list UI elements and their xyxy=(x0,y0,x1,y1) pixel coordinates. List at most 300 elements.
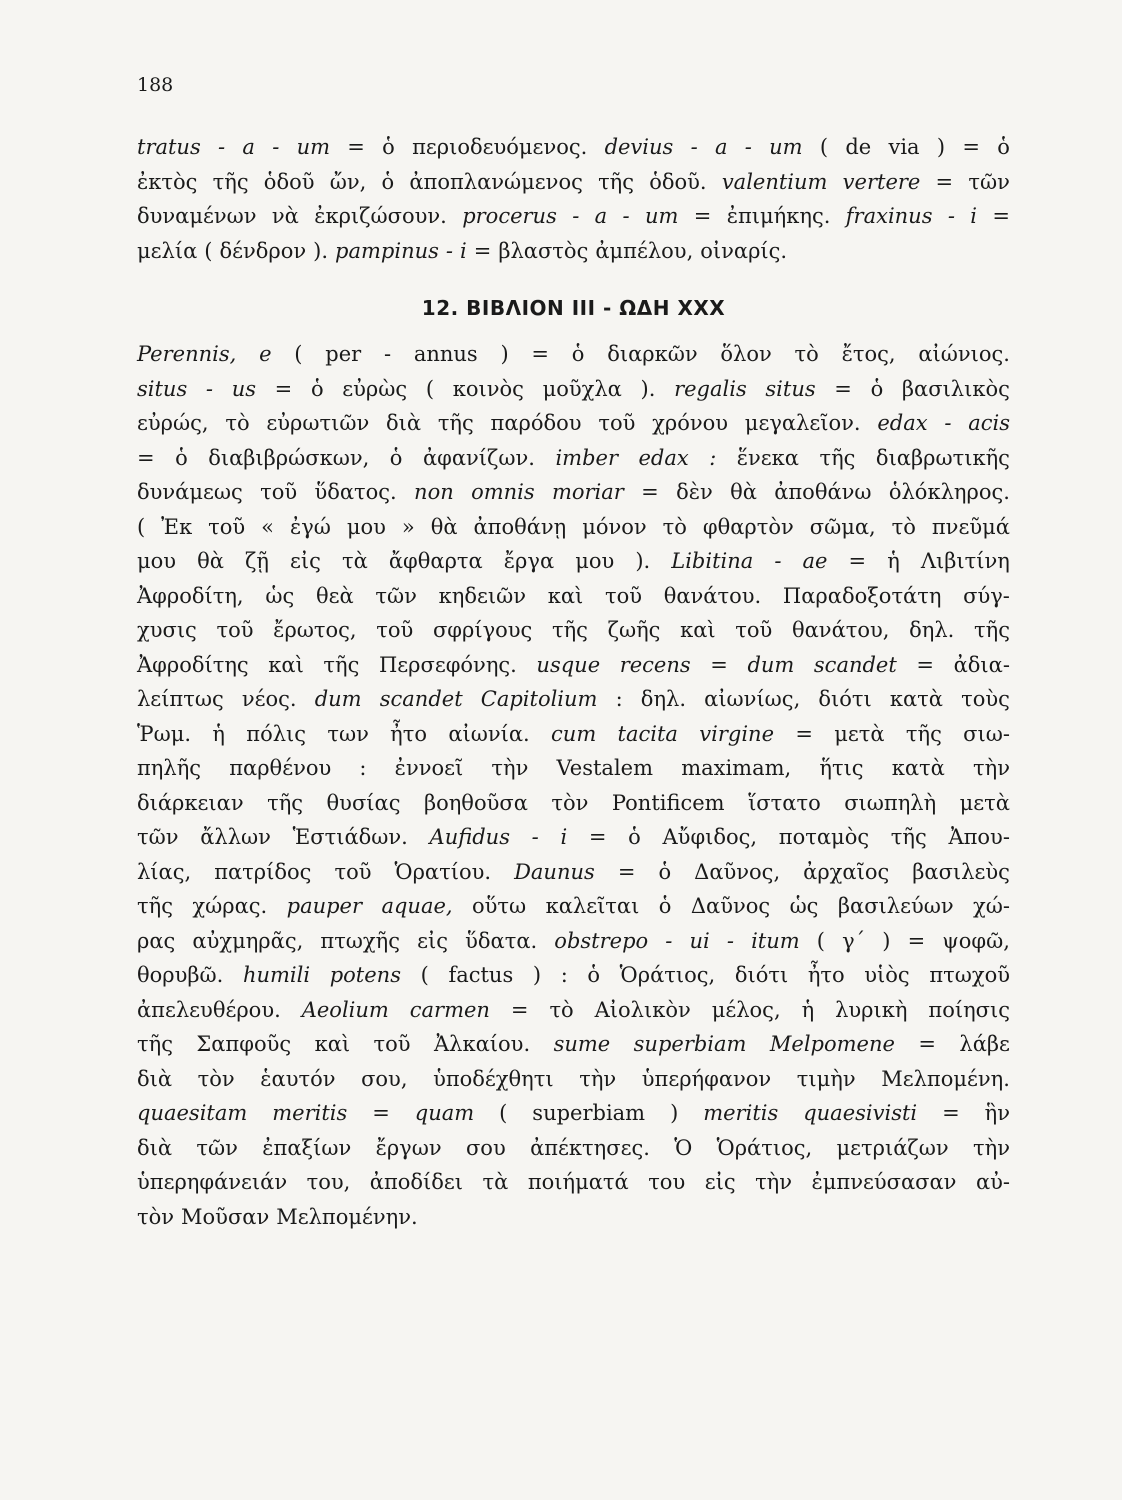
latin-term: dum xyxy=(314,687,362,711)
latin-term: Aeolium xyxy=(301,997,389,1022)
text-line xyxy=(137,1096,1010,1131)
word: χώ- xyxy=(973,894,1010,918)
word: τὴν xyxy=(579,1066,617,1091)
word: τὸν xyxy=(197,1066,235,1091)
word: τὸ xyxy=(662,514,687,539)
latin-term: sume xyxy=(553,1032,611,1056)
word: Ῥωμ. xyxy=(137,721,192,746)
text-line xyxy=(137,130,1010,165)
word: διότι xyxy=(818,687,872,711)
word: ἀποθάνω xyxy=(774,480,872,504)
word: = xyxy=(907,928,926,953)
word: = xyxy=(848,549,867,573)
word: = xyxy=(942,1101,960,1125)
word: βασιλεὺς xyxy=(912,859,1010,884)
word: ὁ xyxy=(389,445,403,470)
latin-term: scandet xyxy=(379,687,463,711)
latin-term: - xyxy=(726,928,734,953)
word: υἱὸς xyxy=(864,963,910,987)
latin-term: Aufidus xyxy=(429,825,510,849)
word: ) xyxy=(500,342,509,366)
word: ἀπέκτησες. xyxy=(530,1135,650,1160)
text-line xyxy=(137,475,1010,510)
word: οὕτω xyxy=(472,894,527,918)
word: χρόνου xyxy=(652,411,729,435)
latin-term: tacita xyxy=(617,721,678,746)
word: θυσίας xyxy=(326,790,401,815)
word: ( xyxy=(499,1101,508,1125)
word: : xyxy=(560,963,568,987)
word: τὸ xyxy=(225,411,250,435)
word: = xyxy=(473,238,492,263)
latin-term: humili xyxy=(242,963,311,987)
word: τῶν xyxy=(968,169,1010,194)
word: = xyxy=(935,169,954,194)
latin-term: Melpomene xyxy=(769,1032,895,1056)
latin-term: um xyxy=(644,204,679,228)
word: ἀφανίζων. xyxy=(422,445,535,470)
word: ποιήματά xyxy=(527,1170,629,1194)
word: τῶν xyxy=(137,825,179,849)
word: ἔτος, xyxy=(841,342,896,366)
latin-term: devius xyxy=(604,135,674,159)
word: ὅλον xyxy=(720,342,772,366)
latin-term: - xyxy=(205,376,214,401)
word: μετὰ xyxy=(834,721,885,746)
word: Ἀλκαίου. xyxy=(434,1032,531,1056)
word: Ἀφροδίτη, xyxy=(137,583,244,608)
word: τῆς xyxy=(212,169,249,194)
word: εἰς xyxy=(704,1170,736,1194)
word: διὰ xyxy=(385,411,422,435)
latin-term: edax xyxy=(638,445,689,470)
text-block-top xyxy=(137,130,1010,268)
word: Παραδοξοτάτη xyxy=(782,583,942,608)
text-line xyxy=(137,717,1010,752)
word: τὸν xyxy=(551,790,589,815)
word: αὐχμηρᾶς, xyxy=(192,928,304,953)
word: ὁδοῦ. xyxy=(649,169,707,194)
word: ὑπερήφανον xyxy=(641,1066,772,1091)
word: superbiam xyxy=(532,1101,646,1125)
word: εἰς xyxy=(290,549,321,573)
word: Λιβιτίνη xyxy=(920,549,1010,573)
word: τὴν xyxy=(491,756,529,780)
word: ὡς xyxy=(265,583,295,608)
word: ἀρχαῖος xyxy=(803,859,890,884)
word: κατὰ xyxy=(891,756,945,780)
word: ( xyxy=(819,135,829,159)
latin-term: non xyxy=(414,480,454,504)
word: αὐ- xyxy=(975,1170,1010,1194)
word: τοῦ xyxy=(208,514,246,539)
word: τιμὴν xyxy=(796,1066,856,1091)
word: ἐννοεῖ xyxy=(394,756,464,780)
word: τῆς xyxy=(598,169,635,194)
latin-term: omnis xyxy=(471,480,535,504)
latin-term: moriar xyxy=(551,480,624,504)
latin-term: aquae, xyxy=(381,894,453,918)
latin-term: - xyxy=(445,238,454,263)
word: = xyxy=(347,135,365,159)
word: καὶ xyxy=(680,618,716,642)
word: βασιλεύων xyxy=(837,894,954,918)
word: ) xyxy=(882,928,891,953)
word: βασιλικὸς xyxy=(901,376,1010,401)
word: πατρίδος xyxy=(214,859,312,884)
word: ὁ xyxy=(997,135,1010,159)
word: ). xyxy=(313,238,329,263)
text-line xyxy=(137,1200,1010,1235)
word: τὴν xyxy=(973,756,1010,780)
word: λυρικὴ xyxy=(835,997,908,1022)
word: θεὰ xyxy=(315,583,354,608)
latin-term: meritis xyxy=(703,1101,779,1125)
text-line xyxy=(137,786,1010,821)
word: ὑποδέχθητι xyxy=(433,1066,554,1091)
word: τῶν xyxy=(196,1135,238,1160)
latin-term: cum xyxy=(551,721,597,746)
word: ἑαυτόν xyxy=(260,1066,336,1091)
latin-term: potens xyxy=(329,963,401,987)
word: = xyxy=(510,997,529,1022)
word: Pontificem xyxy=(611,790,725,815)
text-line xyxy=(137,1165,1010,1200)
word: τῆς xyxy=(137,894,173,918)
word: Ἑστιάδων. xyxy=(292,825,408,849)
word: δὲν xyxy=(676,480,713,504)
word: Ὁράτιος, xyxy=(619,963,716,987)
word: τοῦ xyxy=(735,618,773,642)
word: ὁ xyxy=(310,376,324,401)
latin-term: usque xyxy=(536,652,601,677)
latin-term: - xyxy=(272,135,280,159)
word: ἐγώ xyxy=(289,514,331,539)
word: του xyxy=(648,1170,686,1194)
latin-term: obstrepo xyxy=(554,928,649,953)
word: γ΄ xyxy=(842,928,866,953)
word: διαρκῶν xyxy=(607,342,698,366)
word: τῆς xyxy=(437,411,474,435)
word: βοηθοῦσα xyxy=(423,790,528,815)
text-line xyxy=(137,993,1010,1028)
word: θὰ xyxy=(430,514,458,539)
word: μου xyxy=(137,549,177,573)
word: πηλῆς xyxy=(137,756,202,780)
word: Μοῦσαν xyxy=(181,1204,270,1229)
latin-term: tratus xyxy=(137,135,201,159)
section-heading: 12. ΒΙΒΛΙΟΝ ΙΙΙ - ΩΔΗ ΧΧΧ xyxy=(421,296,726,320)
word: ὁ xyxy=(658,894,672,918)
word: λάβε xyxy=(959,1032,1010,1056)
word: πόλις xyxy=(246,721,307,746)
latin-term: ui xyxy=(689,928,710,953)
word: χώρας. xyxy=(192,894,268,918)
latin-term: acis xyxy=(968,411,1010,435)
word: νὰ xyxy=(271,204,299,228)
word: ἐπιμήκης. xyxy=(726,204,831,228)
latin-term: - xyxy=(622,204,630,228)
latin-term: - xyxy=(947,204,955,228)
latin-term: - xyxy=(572,204,580,228)
word: = xyxy=(137,445,155,470)
latin-term: - xyxy=(690,135,698,159)
word: θὰ xyxy=(197,549,224,573)
word: τῆς xyxy=(137,1032,173,1056)
text-line xyxy=(137,372,1010,407)
latin-term: - xyxy=(744,135,752,159)
word: ὁ xyxy=(381,169,395,194)
word: ἔργα xyxy=(503,549,555,573)
word: τοῦ xyxy=(216,618,254,642)
word: τὸ xyxy=(891,514,916,539)
word: Ἀπου- xyxy=(948,825,1010,849)
latin-term: e xyxy=(259,342,272,366)
word: αἰωνία. xyxy=(448,721,530,746)
word: σιω- xyxy=(963,721,1010,746)
word: μελία xyxy=(137,238,198,263)
latin-term: um xyxy=(296,135,331,159)
text-line xyxy=(137,682,1010,717)
latin-term: procerus xyxy=(462,204,557,228)
latin-term: - xyxy=(531,825,539,849)
word: τὰ xyxy=(341,549,368,573)
word: Αἰολικὸν xyxy=(594,997,691,1022)
latin-term: a xyxy=(714,135,728,159)
word: τὸ xyxy=(549,997,574,1022)
latin-term: a xyxy=(594,204,608,228)
word: σιωπηλὴ xyxy=(844,790,937,815)
word: ἄφθαρτα xyxy=(388,549,483,573)
word: τῆς xyxy=(551,618,588,642)
latin-term: pampinus xyxy=(335,238,439,263)
text-line xyxy=(137,165,1010,200)
latin-term: pauper xyxy=(286,894,363,918)
latin-term: itum xyxy=(751,928,800,953)
word: τοῦ xyxy=(373,1032,411,1056)
word: σύγ- xyxy=(963,583,1010,608)
word: πνεῦμά xyxy=(931,514,1010,539)
word: ρας xyxy=(137,928,176,953)
word: ἀπελευθέρου. xyxy=(137,997,281,1022)
word: ὕδατος. xyxy=(314,480,397,504)
word: δένδρον xyxy=(219,238,307,263)
word: Ἐκ xyxy=(161,514,193,539)
word: δηλ. xyxy=(909,618,955,642)
latin-term: quaesitam xyxy=(137,1101,248,1125)
word: ἀποθάνῃ xyxy=(473,514,567,539)
word: δηλ. xyxy=(640,687,687,711)
word: ἐκτὸς xyxy=(137,169,198,194)
word: τοὺς xyxy=(961,687,1010,711)
word: τῆς xyxy=(267,790,304,815)
word: τοῦ xyxy=(376,618,414,642)
word: παρόδου xyxy=(490,411,582,435)
word: ὁ xyxy=(658,859,672,884)
word: εὐρὼς xyxy=(342,376,408,401)
text-line xyxy=(137,337,1010,372)
page-number: 188 xyxy=(137,74,174,96)
word: ἀποδίδει xyxy=(369,1170,464,1194)
word: ( xyxy=(204,238,213,263)
word: Ἀφροδίτης xyxy=(137,652,249,677)
word: μεγαλεῖον. xyxy=(744,411,861,435)
latin-term: i xyxy=(970,204,977,228)
word: μόνον xyxy=(582,514,647,539)
word: Δαῦνος, xyxy=(694,859,781,884)
text-line xyxy=(137,199,1010,234)
word: maximam, xyxy=(681,756,792,780)
word: αἰωνίως, xyxy=(704,687,801,711)
word: σου, xyxy=(361,1066,408,1091)
word: : xyxy=(359,756,367,780)
latin-term: : xyxy=(709,445,717,470)
latin-term: Capitolium xyxy=(480,687,598,711)
word: ( xyxy=(294,342,303,366)
latin-term: - xyxy=(944,411,952,435)
word: περιοδευόμενος. xyxy=(412,135,588,159)
word: ἔργων xyxy=(375,1135,442,1160)
word: : xyxy=(615,687,623,711)
word: Μελπομένη. xyxy=(881,1066,1010,1091)
word: μου xyxy=(575,549,615,573)
word: μετριάζων xyxy=(836,1135,949,1160)
word: παρθένου xyxy=(229,756,332,780)
word: διότι xyxy=(734,963,789,987)
word: τὰ xyxy=(482,1170,509,1194)
word: ἣν xyxy=(984,1101,1010,1125)
word: διάρκειαν xyxy=(137,790,244,815)
word: των xyxy=(327,721,369,746)
latin-term: ae xyxy=(802,549,828,573)
text-line xyxy=(137,820,1010,855)
latin-term: virgine xyxy=(699,721,774,746)
text-line xyxy=(137,510,1010,545)
text-line xyxy=(137,648,1010,683)
word: ἕνεκα xyxy=(736,445,799,470)
word: τῆς xyxy=(890,825,927,849)
word: ). xyxy=(640,376,656,401)
word: ψοφῶ, xyxy=(942,928,1010,953)
word: τῆς xyxy=(323,652,360,677)
word: του, xyxy=(306,1170,351,1194)
word: ἐκριζώσουν. xyxy=(314,204,447,228)
word: ὁ xyxy=(587,963,601,987)
word: = xyxy=(372,1101,390,1125)
word: θανάτου, xyxy=(791,618,890,642)
text-line xyxy=(137,579,1010,614)
word: ἥτις xyxy=(819,756,864,780)
word: κατὰ xyxy=(889,687,943,711)
word: ) xyxy=(670,1101,679,1125)
word: » xyxy=(401,514,415,539)
word: ( xyxy=(816,928,825,953)
latin-term: fraxinus xyxy=(845,204,933,228)
word: = xyxy=(834,376,852,401)
word: διὰ xyxy=(137,1066,173,1091)
word: κηδειῶν xyxy=(438,583,526,608)
word: χυσις xyxy=(137,618,197,642)
word: τοῦ xyxy=(598,411,636,435)
word: δυνάμεως xyxy=(137,480,243,504)
word: = xyxy=(916,652,934,677)
word: τοῦ xyxy=(604,583,642,608)
text-line xyxy=(137,544,1010,579)
word: ὁ xyxy=(628,825,641,849)
word: = xyxy=(795,721,813,746)
word: μέλος, xyxy=(711,997,781,1022)
word: ἦτο xyxy=(390,721,427,746)
latin-term: superbiam xyxy=(633,1032,747,1056)
latin-term: Perennis, xyxy=(137,342,237,366)
word: τὴν xyxy=(973,1135,1010,1160)
word: νέος. xyxy=(241,687,297,711)
word: φθαρτὸν xyxy=(702,514,794,539)
word: λίας, xyxy=(137,859,192,884)
word: καλεῖται xyxy=(545,894,640,918)
word: τὸν xyxy=(137,1204,175,1229)
word: ἐμπνεύσασαν xyxy=(811,1170,957,1194)
latin-term: meritis xyxy=(272,1101,348,1125)
text-line xyxy=(137,441,1010,476)
word: ἀποπλανώμενος xyxy=(409,169,583,194)
word: διὰ xyxy=(137,1135,173,1160)
text-line xyxy=(137,234,1010,269)
latin-term: vertere xyxy=(842,169,921,194)
text-line xyxy=(137,406,1010,441)
word: δυναμένων xyxy=(137,204,257,228)
latin-term: recens xyxy=(619,652,691,677)
latin-term: - xyxy=(218,135,226,159)
word: ποίησις xyxy=(928,997,1010,1022)
word: τῶν xyxy=(375,583,417,608)
word: « xyxy=(261,514,274,539)
word: ἵστατο xyxy=(748,790,821,815)
word: κοινὸς xyxy=(452,376,524,401)
text-line xyxy=(137,1131,1010,1166)
word: Περσεφόνης. xyxy=(378,652,517,677)
word: = xyxy=(588,825,607,849)
word: = xyxy=(710,652,728,677)
word: Ὁράτιος, xyxy=(716,1135,813,1160)
word: ὤν, xyxy=(329,169,367,194)
word: ἡ xyxy=(212,721,225,746)
latin-term: - xyxy=(665,928,673,953)
latin-term: i xyxy=(560,825,568,849)
word: πτωχῆς xyxy=(320,928,401,953)
word: Μελπομένην. xyxy=(276,1204,418,1229)
word: Vestalem xyxy=(556,756,654,780)
word: ὁ xyxy=(175,445,188,470)
word: ( xyxy=(420,963,429,987)
word: σφρίγους xyxy=(432,618,533,642)
latin-term: quam xyxy=(414,1101,475,1125)
word: εὐρώς, xyxy=(137,411,209,435)
word: σου xyxy=(465,1135,506,1160)
text-line xyxy=(137,613,1010,648)
word: τὸ xyxy=(794,342,819,366)
word: Ὁ xyxy=(674,1135,693,1160)
word: τοῦ xyxy=(334,859,372,884)
word: ποταμὸς xyxy=(778,825,870,849)
word: σῶμα, xyxy=(809,514,876,539)
word: ζωῆς xyxy=(607,618,661,642)
word: ) xyxy=(532,963,542,987)
latin-term: situs xyxy=(137,376,188,401)
word: βλαστὸς xyxy=(498,238,589,263)
text-line xyxy=(137,751,1010,786)
word: = xyxy=(641,480,659,504)
